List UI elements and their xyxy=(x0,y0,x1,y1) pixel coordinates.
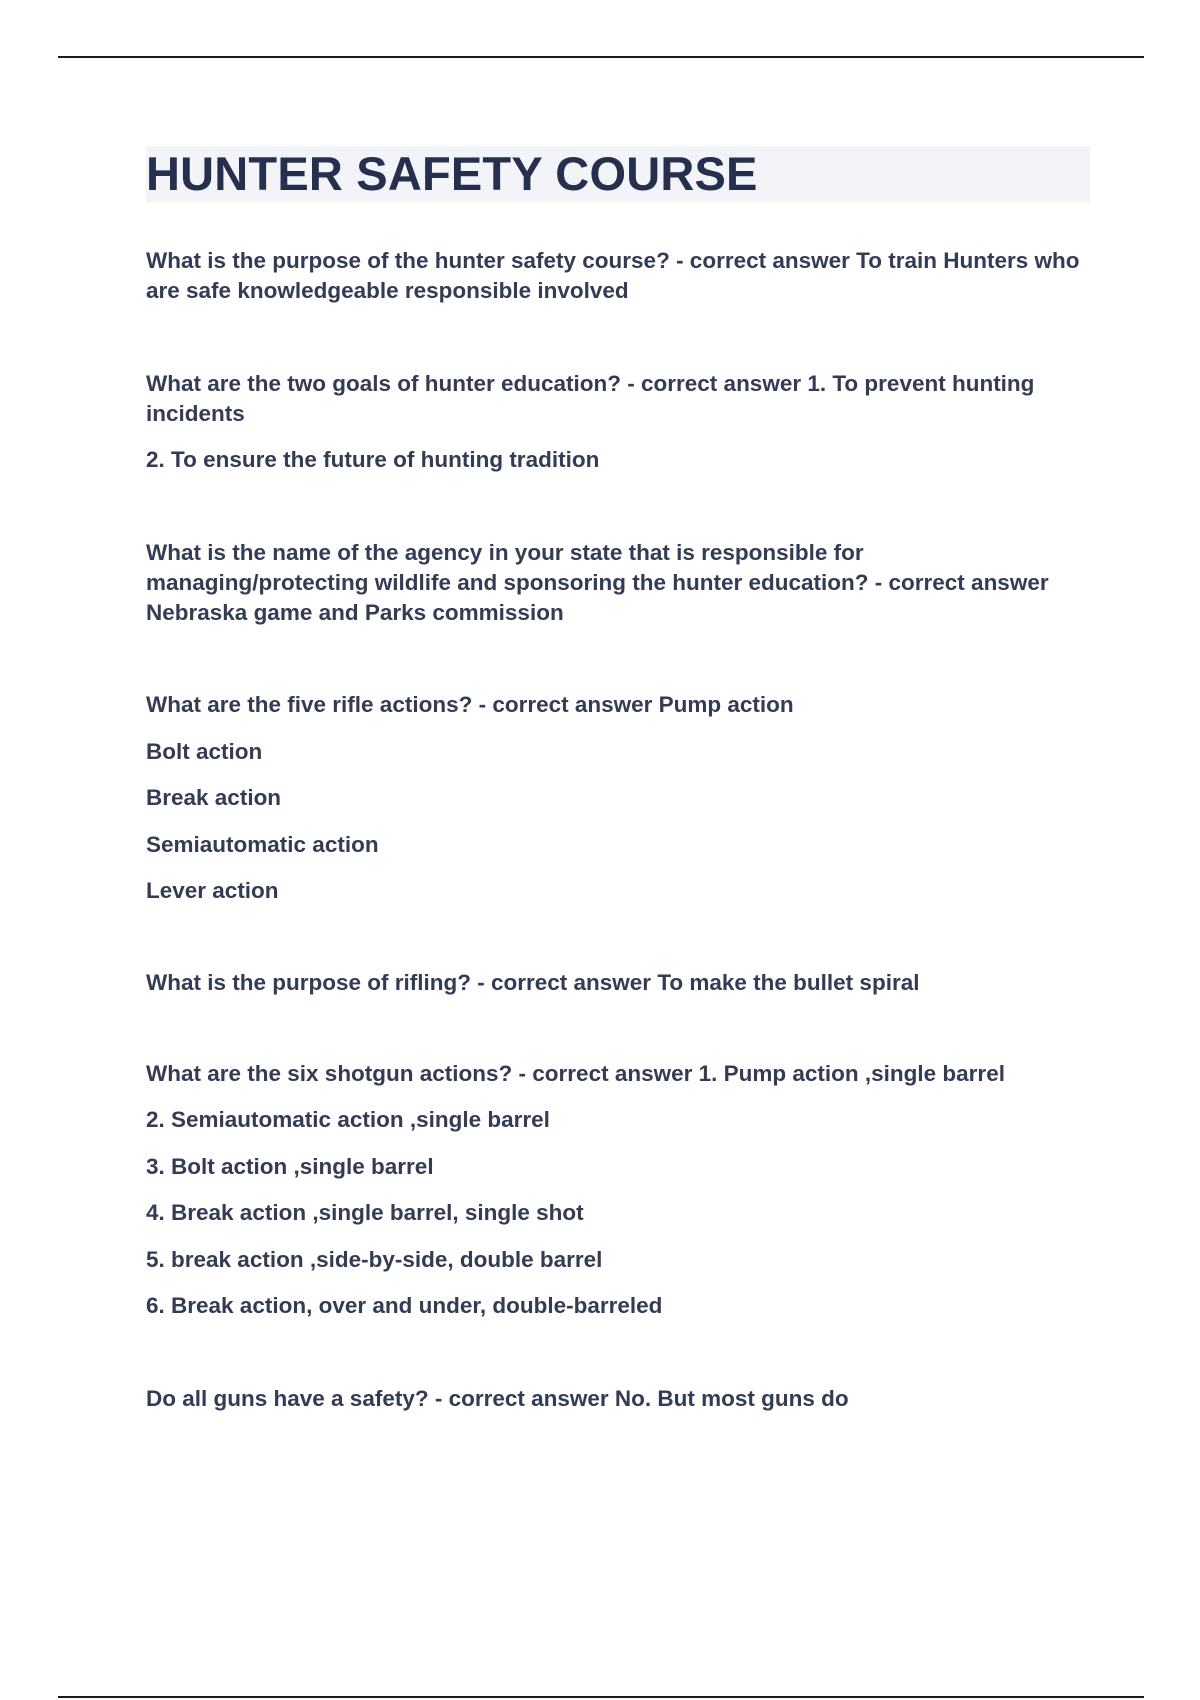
qa-item-7: Do all guns have a safety? - correct answer No. But most guns do xyxy=(146,1386,849,1411)
qa-item-1: What is the purpose of the hunter safety course? - correct answer To train Hunters who are safe knowledgeable responsible involved xyxy=(146,248,1080,303)
qa-item-5: What is the purpose of rifling? - correct answer To make the bullet spiral xyxy=(146,970,920,995)
qa-item-6-line: 6. Break action, over and under, double-barreled xyxy=(146,1293,663,1318)
qa-item-4-line: Bolt action xyxy=(146,739,263,764)
qa-item-2-question: What are the two goals of hunter education? - correct answer 1. To prevent hunting incidents xyxy=(146,371,1035,426)
qa-item-6-question: What are the six shotgun actions? - correct answer 1. Pump action ,single barrel xyxy=(146,1061,1005,1086)
top-rule xyxy=(58,56,1144,58)
qa-item-6-line: 3. Bolt action ,single barrel xyxy=(146,1154,434,1179)
qa-item-4-line: Break action xyxy=(146,785,282,810)
qa-item-4-question: What are the five rifle actions? - correct answer Pump action xyxy=(146,692,794,717)
document-title: HUNTER SAFETY COURSE xyxy=(146,147,758,200)
qa-item-4-line: Lever action xyxy=(146,878,279,903)
qa-item-6-line: 4. Break action ,single barrel, single shot xyxy=(146,1200,584,1225)
qa-item-2-line: 2. To ensure the future of hunting tradition xyxy=(146,447,600,472)
qa-item-3: What is the name of the agency in your state that is responsible for managing/protecting wildlife and sponsoring the hunter education? - correct answer Nebraska game and Parks commission xyxy=(146,540,1049,625)
qa-item-4-line: Semiautomatic action xyxy=(146,832,379,857)
bottom-rule xyxy=(58,1696,1144,1698)
qa-item-6-line: 5. break action ,side-by-side, double barrel xyxy=(146,1247,603,1272)
qa-item-6-line: 2. Semiautomatic action ,single barrel xyxy=(146,1107,550,1132)
